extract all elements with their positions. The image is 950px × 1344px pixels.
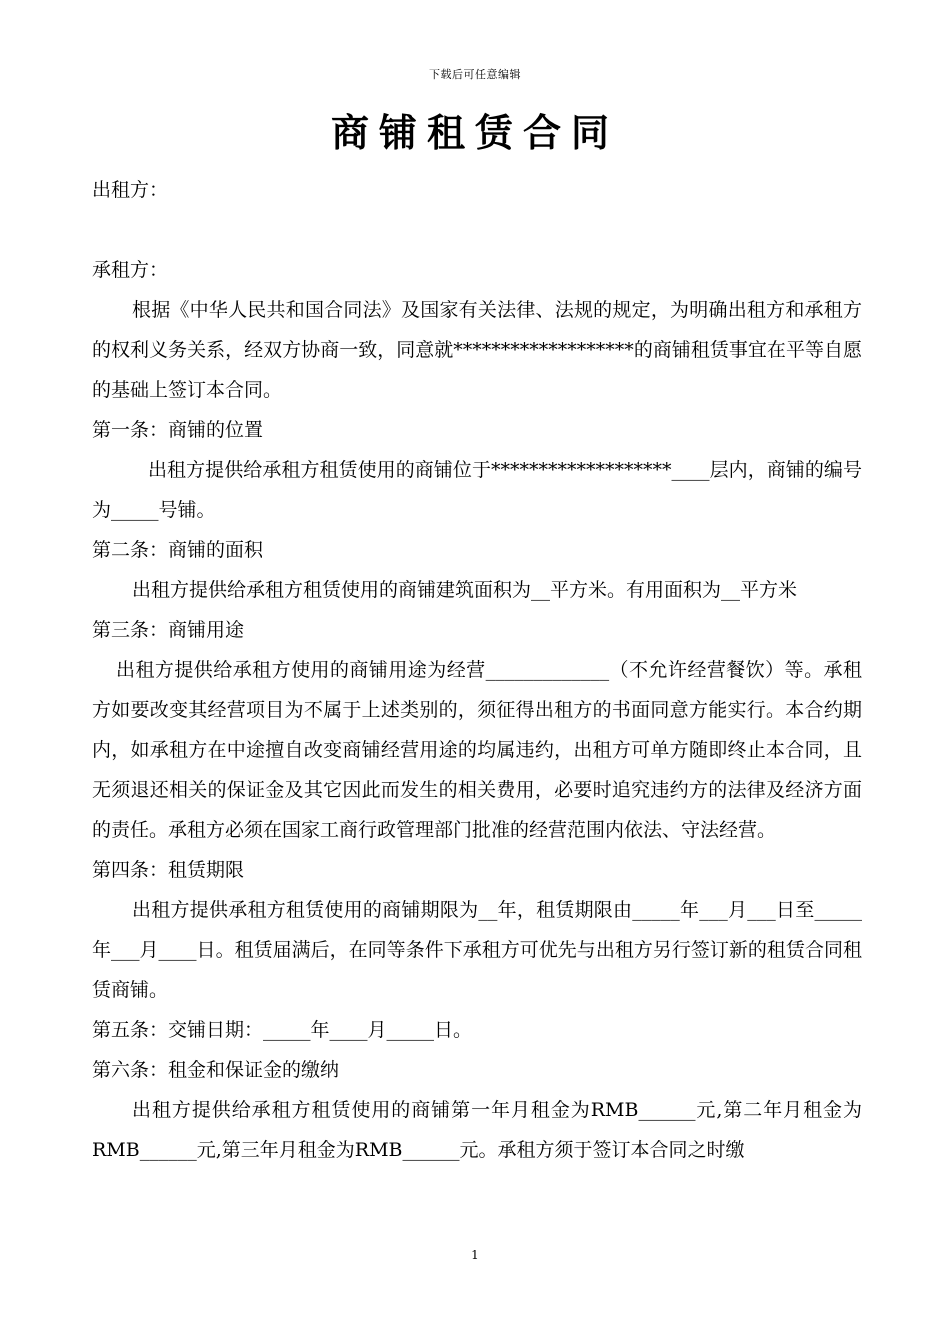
contract-body xyxy=(92,170,862,1170)
preamble-paragraph: 根据《中华人民共和国合同法》及国家有关法律、法规的规定，为明确出租方和承租方的权利义务关系，经双方协商一致，同意就*******************的商铺租赁事宜在平等自愿的基础上签订本合同。 xyxy=(92,299,862,401)
article-6-heading: 第六条：租金和保证金的缴纳 xyxy=(92,1059,340,1081)
article-4-heading: 第四条：租赁期限 xyxy=(92,859,245,881)
page-number: 1 xyxy=(471,1248,479,1262)
contract-title: 商铺租赁合同 xyxy=(330,111,619,155)
article-5-heading: 第五条：交铺日期：_____年____月_____日。 xyxy=(92,1019,473,1041)
header-note: 下载后可任意编辑 xyxy=(429,68,521,81)
article-4-text: 出租方提供承租方租赁使用的商铺期限为__年，租赁期限由_____年___月___日至_____年___月____日。租赁届满后，在同等条件下承租方可优先与出租方另行签订新的租赁合同租赁商铺。 xyxy=(92,899,862,1001)
article-2-text: 出租方提供给承租方租赁使用的商铺建筑面积为__平方米。有用面积为__平方米 xyxy=(132,579,798,601)
article-6-text: 出租方提供给承租方租赁使用的商铺第一年月租金为RMB______元,第二年月租金为RMB______元,第三年月租金为RMB______元。承租方须于签订本合同之时缴 xyxy=(92,1099,862,1161)
article-3-heading: 第三条：商铺用途 xyxy=(92,619,245,641)
article-1-text: 出租方提供给承租方租赁使用的商铺位于*******************____层内，商铺的编号为_____号铺。 xyxy=(92,459,862,521)
blank-line xyxy=(92,210,862,250)
lessee-label: 承租方： xyxy=(92,259,169,281)
article-2-heading: 第二条：商铺的面积 xyxy=(92,539,264,561)
article-1-heading: 第一条：商铺的位置 xyxy=(92,419,264,441)
article-3-text: 出租方提供给承租方使用的商铺用途为经营_____________（不允许经营餐饮）等。承租方如要改变其经营项目为不属于上述类别的，须征得出租方的书面同意方能实行。本合约期内，如承租方在中途擅自改变商铺经营用途的均属违约，出租方可单方随即终止本合同，且无须退还相关的保证金及其它因此而发生的相关费用，必要时追究违约方的法律及经济方面的责任。承租方必须在国家工商行政管理部门批准的经营范围内依法、守法经营。 xyxy=(92,659,862,841)
lessor-label: 出租方： xyxy=(92,179,169,201)
